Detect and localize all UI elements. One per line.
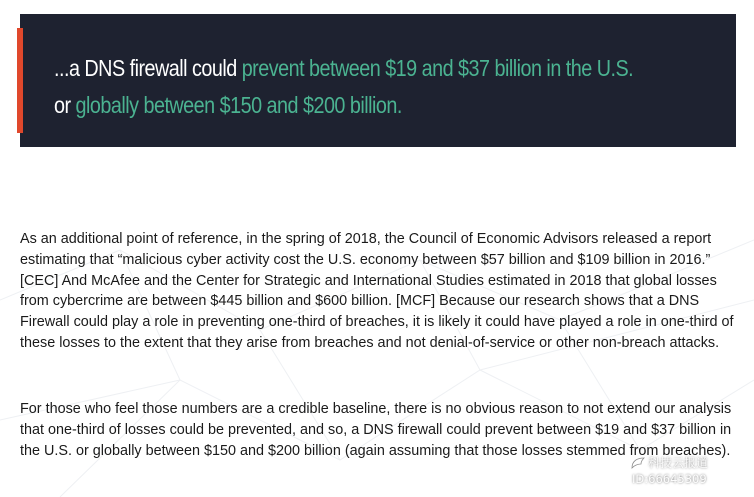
- callout-accent-bar: [17, 28, 23, 133]
- body-paragraph-1: As an additional point of reference, in the spring of 2018, the Council of Economic Advisors released a report estimating that “malicious cyber activity cost the U.S. economy between $57 billion and $109 billion in 2016.” [CEC] And McAfee and the Center for Strategic and International Studies estimated in 2018 that global losses from cybercrime are between $445 billion and $600 billion. [MCF] Because our research shows that a DNS Firewall could play a role in preventing one-third of breaches, it is likely it could have played a role in one-third of these losses to the extent that they arise from breaches and not denial-of-service or other non-breach attacks.: [20, 231, 734, 351]
- watermark-logo-icon: [630, 456, 646, 470]
- callout-line-2-highlight: globally between $150 and $200 billion.: [75, 92, 402, 118]
- callout-line-2: [54, 87, 622, 124]
- watermark-name: 科技云报道: [648, 456, 709, 470]
- body-paragraph-2: For those who feel those numbers are a credible baseline, there is no obvious reason to not extend our analysis that one-third of losses could be prevented, and so, a DNS firewall could prevent between $19 and $37 billion in the U.S. or globally between $150 and $200 billion (again assuming that those losses stemmed from breaches).: [20, 401, 732, 459]
- callout-box: [20, 14, 736, 147]
- watermark: [630, 452, 740, 492]
- callout-line-1-plain: ...a DNS firewall could: [54, 55, 242, 81]
- callout-line-1: [54, 50, 634, 87]
- callout-text: [54, 50, 634, 124]
- callout-line-2-plain: or: [54, 92, 76, 118]
- callout-line-1-highlight: prevent between $19 and $37 billion in the U.S.: [241, 55, 634, 81]
- watermark-id: ID:66645309: [632, 472, 707, 486]
